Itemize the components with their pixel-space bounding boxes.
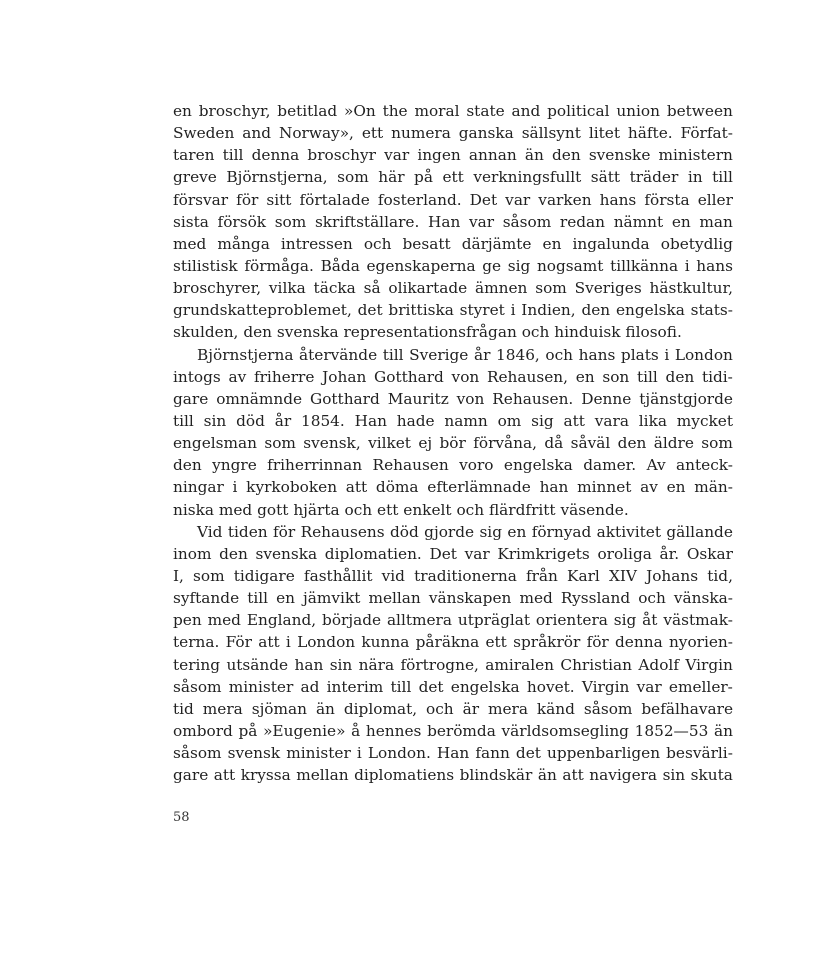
text-line: engelsman som svensk, vilket ej bör förvåna, då såväl den äldre som bbox=[173, 434, 733, 453]
text-line: gare omnämnde Gotthard Mauritz von Rehausen. Denne tjänstgjorde bbox=[173, 389, 733, 408]
page-number: 58 bbox=[173, 810, 190, 825]
body-text bbox=[173, 100, 733, 786]
text-line: pen med England, började alltmera utpräglat orientera sig åt västmak- bbox=[173, 611, 733, 630]
text-line: såsom minister ad interim till det engelska hovet. Virgin var emeller- bbox=[173, 677, 733, 696]
text-line: grundskatteproblemet, det brittiska styret i Indien, den engelska stats- bbox=[173, 301, 733, 320]
text-line: sista försök som skriftställare. Han var såsom redan nämnt en man bbox=[173, 212, 733, 231]
text-line: greve Björnstjerna, som här på ett verkningsfullt sätt träder in till bbox=[173, 168, 733, 187]
text-line: försvar för sitt förtalade fosterland. Det var varken hans första eller bbox=[173, 190, 733, 209]
text-line: intogs av friherre Johan Gotthard von Rehausen, en son till den tidi- bbox=[173, 367, 733, 386]
text-line: gare att kryssa mellan diplomatiens blindskär än att navigera sin skuta bbox=[173, 766, 733, 785]
text-line: Sweden and Norway», ett numera ganska sällsynt litet häfte. Förfat- bbox=[173, 124, 733, 143]
text-line: Vid tiden för Rehausens död gjorde sig en förnyad aktivitet gällande bbox=[197, 522, 733, 541]
text-line: stilistisk förmåga. Båda egenskaperna ge sig nogsamt tillkänna i hans bbox=[173, 256, 733, 275]
text-line: inom den svenska diplomatien. Det var Krimkrigets oroliga år. Oskar bbox=[173, 544, 733, 563]
text-line: tering utsände han sin nära förtrogne, amiralen Christian Adolf Virgin bbox=[173, 655, 733, 674]
text-line: skulden, den svenska representationsfrågan och hinduisk filosofi. bbox=[173, 323, 682, 342]
text-line: ningar i kyrkoboken att döma efterlämnade han minnet av en män- bbox=[173, 478, 733, 497]
text-line: I, som tidigare fasthållit vid traditionerna från Karl XIV Johans tid, bbox=[173, 566, 733, 585]
text-line: med många intressen och besatt därjämte en ingalunda obetydlig bbox=[173, 234, 733, 253]
text-line: taren till denna broschyr var ingen annan än den svenske ministern bbox=[173, 146, 733, 165]
text-line: tid mera sjöman än diplomat, och är mera känd såsom befälhavare bbox=[173, 699, 733, 718]
text-line: en broschyr, betitlad »On the moral state and political union between bbox=[173, 102, 733, 120]
text-line: broschyrer, vilka täcka så olikartade ämnen som Sveriges hästkultur, bbox=[173, 279, 733, 298]
text-line: Björnstjerna återvände till Sverige år 1846, och hans plats i London bbox=[197, 345, 733, 364]
text-line: terna. För att i London kunna påräkna ett språkrör för denna nyorien- bbox=[173, 633, 733, 652]
text-line: ombord på »Eugenie» å hennes berömda världsomsegling 1852—53 än bbox=[173, 721, 733, 740]
text-line: syftande till en jämvikt mellan vänskapen med Ryssland och vänska- bbox=[173, 589, 733, 608]
text-line: den yngre friherrinnan Rehausen voro engelska damer. Av anteck- bbox=[173, 456, 733, 475]
text-line: till sin död år 1854. Han hade namn om sig att vara lika mycket bbox=[173, 411, 733, 430]
text-line: niska med gott hjärta och ett enkelt och flärdfritt väsende. bbox=[173, 500, 629, 519]
text-line: såsom svensk minister i London. Han fann det uppenbarligen besvärli- bbox=[173, 744, 733, 763]
